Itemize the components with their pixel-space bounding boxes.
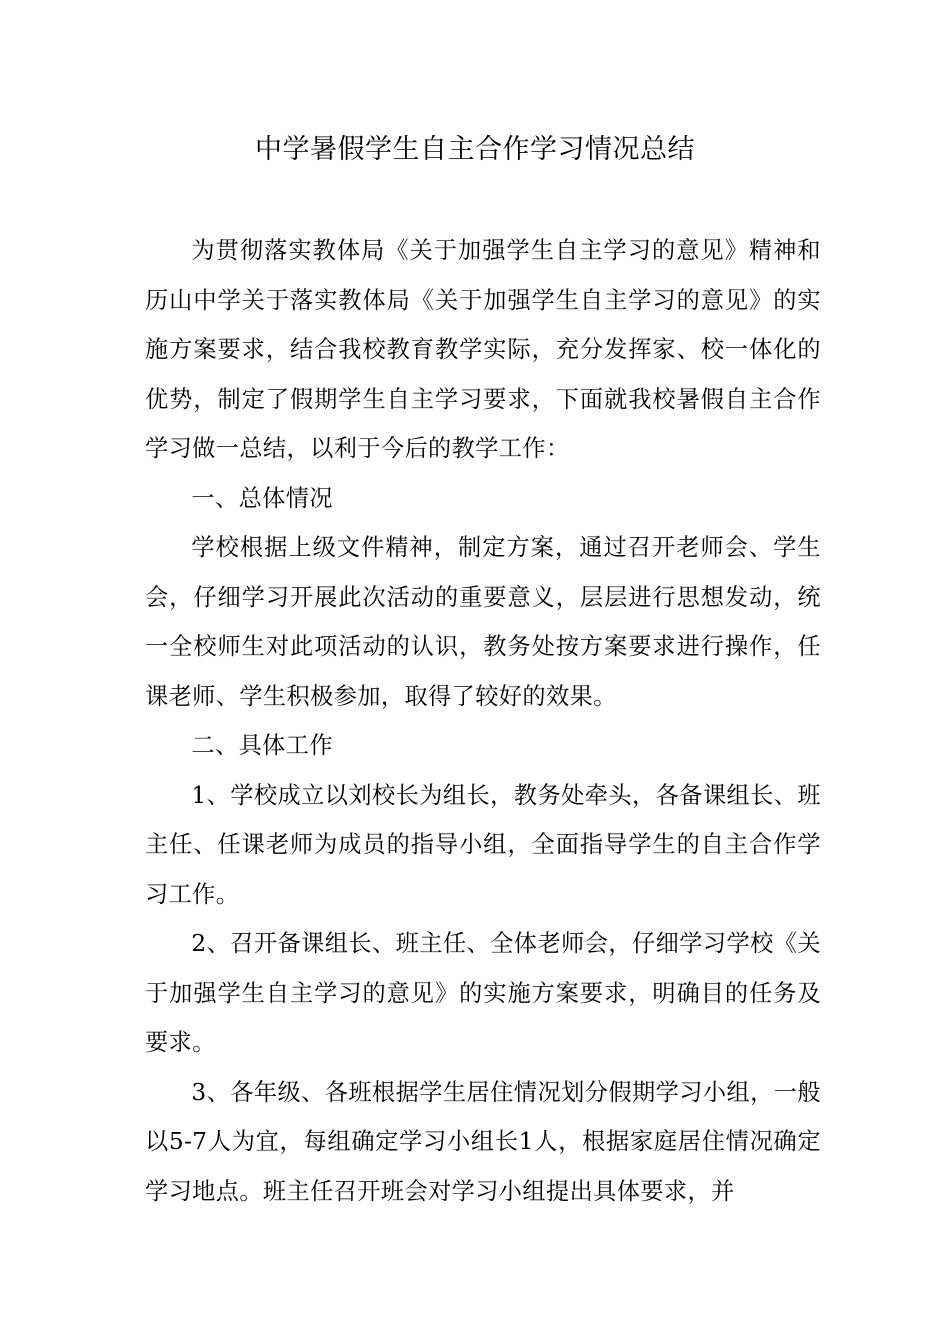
section-heading-specific-work: 二、具体工作: [191, 732, 333, 759]
paragraph-item-3: 3、各年级、各班根据学生居住情况划分假期学习小组，一般以5-7人为宜，每组确定学习小组长1人，根据家庭居住情况确定学习地点。班主任召开班会对学习小组提出具体要求，并: [145, 1078, 821, 1205]
section-heading-overview: 一、总体情况: [191, 484, 333, 512]
paragraph-item-1: 1、学校成立以刘校长为组长，教务处牵头，各备课组长、班主任、任课老师为成员的指导小组，全面指导学生的自主合作学习工作。: [145, 781, 821, 908]
paragraph-intro: 为贯彻落实教体局《关于加强学生自主学习的意见》精神和历山中学关于落实教体局《关于加强学生自主学习的意见》的实施方案要求，结合我校教育教学实际，充分发挥家、校一体化的优势，制定了假期学生自主学习要求，下面就我校暑假自主合作学习做一总结，以利于今后的教学工作：: [145, 237, 821, 462]
document-title: 中学暑假学生自主合作学习情况总结: [255, 134, 695, 165]
paragraph-overview: 学校根据上级文件精神，制定方案，通过召开老师会、学生会，仔细学习开展此次活动的重要意义，层层进行思想发动，统一全校师生对此项活动的认识，教务处按方案要求进行操作，任课老师、学生积极参加，取得了较好的效果。: [145, 534, 821, 710]
document-body: [145, 226, 821, 1216]
paragraph-item-2: 2、召开备课组长、班主任、全体老师会，仔细学习学校《关于加强学生自主学习的意见》的实施方案要求，明确目的任务及要求。: [145, 930, 821, 1056]
